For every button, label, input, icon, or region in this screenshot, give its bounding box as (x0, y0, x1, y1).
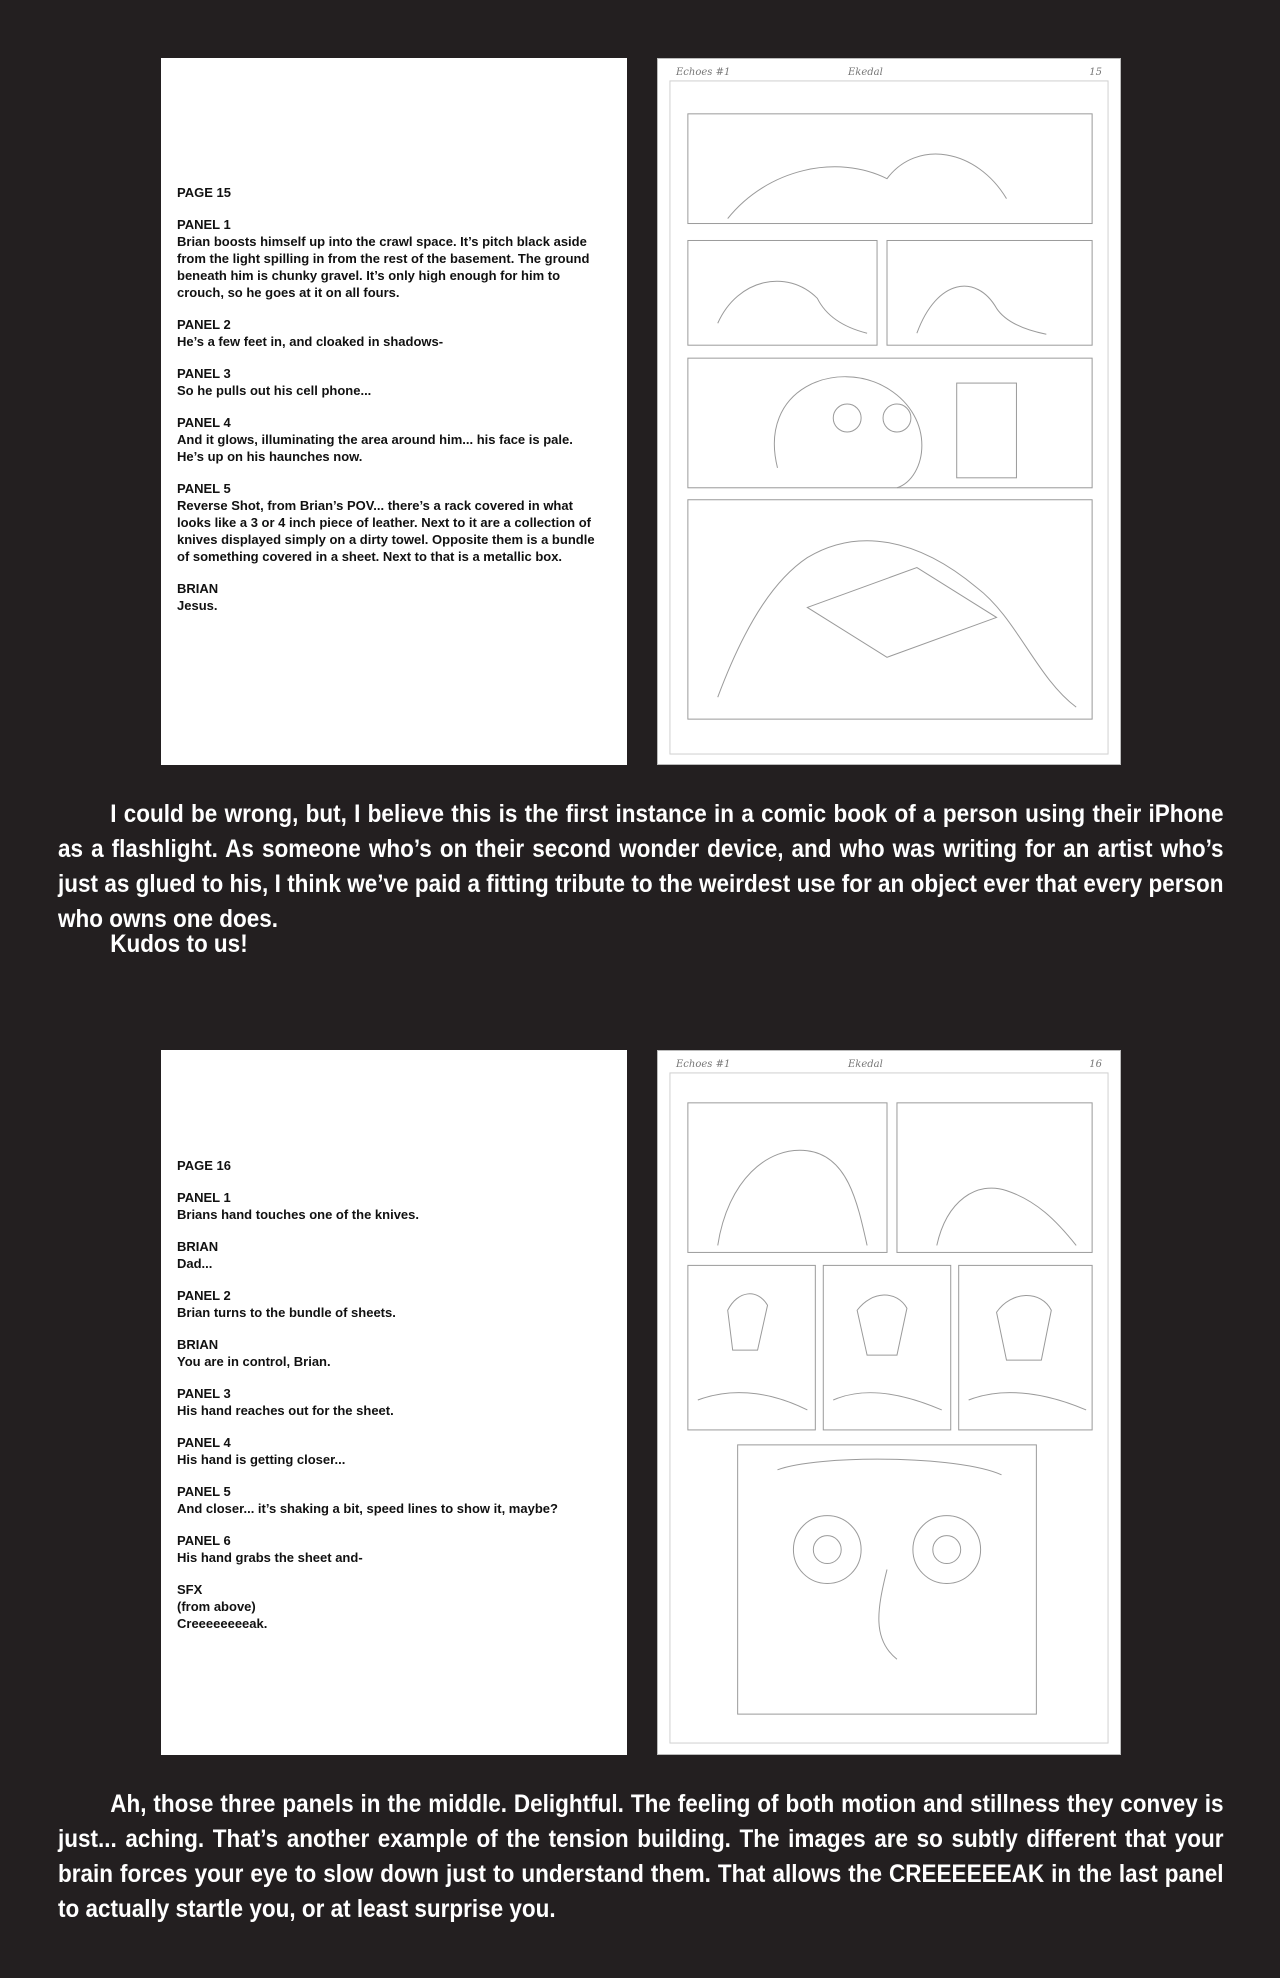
essay-paragraph (58, 797, 1224, 937)
essay-paragraph-text: Ah, those three panels in the middle. Delightful. The feeling of both motion and stillness they convey is just... aching. That’s another example of the tension building. The images are so subtly different that your brain forces your eye to slow down just to understand them. That allows the CREEEEEEAK in the last panel to actually startle you, or at least surprise you. (58, 1790, 1224, 1923)
script-block-text: His hand is getting closer... (177, 1452, 346, 1467)
sketch-panel (823, 1265, 950, 1430)
script-page-15 (161, 58, 627, 765)
script-block (177, 316, 601, 350)
script-block (177, 365, 601, 399)
script-block-heading: PANEL 5 (177, 481, 231, 496)
script-block-text: His hand grabs the sheet and- (177, 1550, 363, 1565)
script-block-text: Brian turns to the bundle of sheets. (177, 1305, 396, 1320)
pencil-art-page-15 (657, 58, 1121, 765)
pencil-sketch-15 (658, 59, 1120, 764)
script-block (177, 1287, 601, 1321)
script-block-text: Brians hand touches one of the knives. (177, 1207, 419, 1222)
script-block-heading: PANEL 5 (177, 1484, 231, 1499)
script-block-text: Dad... (177, 1256, 213, 1271)
script-block-heading: BRIAN (177, 1239, 219, 1254)
script-block-text: He’s a few feet in, and cloaked in shadows- (177, 334, 444, 349)
art-header-artist: Ekedal (848, 67, 883, 78)
sketch-panel (688, 1103, 887, 1253)
script-page-heading: PAGE 15 (177, 185, 231, 200)
script-block (177, 580, 601, 614)
script-block (177, 1189, 601, 1223)
script-block-text: His hand reaches out for the sheet. (177, 1403, 394, 1418)
script-block-text: So he pulls out his cell phone... (177, 383, 372, 398)
script-block-text: And it glows, illuminating the area around him... his face is pale. He’s up on his haunches now. (177, 432, 573, 464)
essay-paragraph-text: I could be wrong, but, I believe this is the first instance in a comic book of a person using their iPhone as a flashlight. As someone who’s on their second wonder device, and who was writing for an artist who’s just as glued to his, I think we’ve paid a fitting tribute to the weirdest use for an object ever that every person who owns one does. (58, 800, 1224, 933)
script-block (177, 480, 601, 565)
essay-paragraph (58, 927, 1224, 962)
script-block-text: (from above) Creeeeeeeeak. (177, 1599, 268, 1631)
script-block-heading: PANEL 1 (177, 217, 231, 232)
pencil-art-page-16 (657, 1050, 1121, 1755)
script-block (177, 1238, 601, 1272)
script-block-text: And closer... it’s shaking a bit, speed lines to show it, maybe? (177, 1501, 558, 1516)
script-block-heading: BRIAN (177, 581, 219, 596)
art-header-left: Echoes #1 (676, 67, 731, 78)
script-block-heading: PANEL 4 (177, 415, 231, 430)
script-block-text: Brian boosts himself up into the crawl space. It’s pitch black aside from the light spilling in from the rest of the basement. The ground beneath him is chunky gravel. It’s only high enough for him to crouch, so he goes at it on all fours. (177, 234, 590, 300)
sketch-panel (688, 358, 1092, 488)
script-block (177, 1336, 601, 1370)
script-block-heading: PANEL 1 (177, 1190, 231, 1205)
script-block-heading: PANEL 2 (177, 1288, 231, 1303)
script-page-heading: PAGE 16 (177, 1158, 231, 1173)
essay-paragraph (58, 1787, 1224, 1927)
script-block-text: Reverse Shot, from Brian’s POV... there’s a rack covered in what looks like a 3 or 4 inch piece of leather. Next to it are a collection of knives displayed simply on a dirty towel. Opposite them is a bundle of something covered in a sheet. Next to that is a metallic box. (177, 498, 595, 564)
script-block-heading: BRIAN (177, 1337, 219, 1352)
script-block (177, 216, 601, 301)
sketch-panel (688, 114, 1092, 224)
art-header-artist: Ekedal (848, 1059, 883, 1070)
script-block (177, 1434, 601, 1468)
script-block-heading: PANEL 2 (177, 317, 231, 332)
art-header-page-number: 15 (1089, 67, 1102, 78)
script-block (177, 1385, 601, 1419)
script-block-heading: PANEL 4 (177, 1435, 231, 1450)
script-block-heading: SFX (177, 1582, 203, 1597)
art-header-left: Echoes #1 (676, 1059, 731, 1070)
script-block (177, 414, 601, 465)
script-page-16 (161, 1050, 627, 1755)
script-block-text: Jesus. (177, 598, 218, 613)
script-block-heading: PANEL 3 (177, 366, 231, 381)
script-block (177, 1581, 601, 1632)
sketch-panel (959, 1265, 1092, 1430)
script-block-heading: PANEL 6 (177, 1533, 231, 1548)
art-header-page-number: 16 (1089, 1059, 1102, 1070)
essay-paragraph-text: Kudos to us! (110, 930, 248, 958)
sketch-panel (688, 500, 1092, 719)
sketch-panel (738, 1445, 1037, 1714)
sketch-panel (688, 240, 877, 345)
script-block (177, 1532, 601, 1566)
script-block (177, 1483, 601, 1517)
script-block-text: You are in control, Brian. (177, 1354, 331, 1369)
pencil-sketch-16 (658, 1051, 1120, 1754)
script-block-heading: PANEL 3 (177, 1386, 231, 1401)
